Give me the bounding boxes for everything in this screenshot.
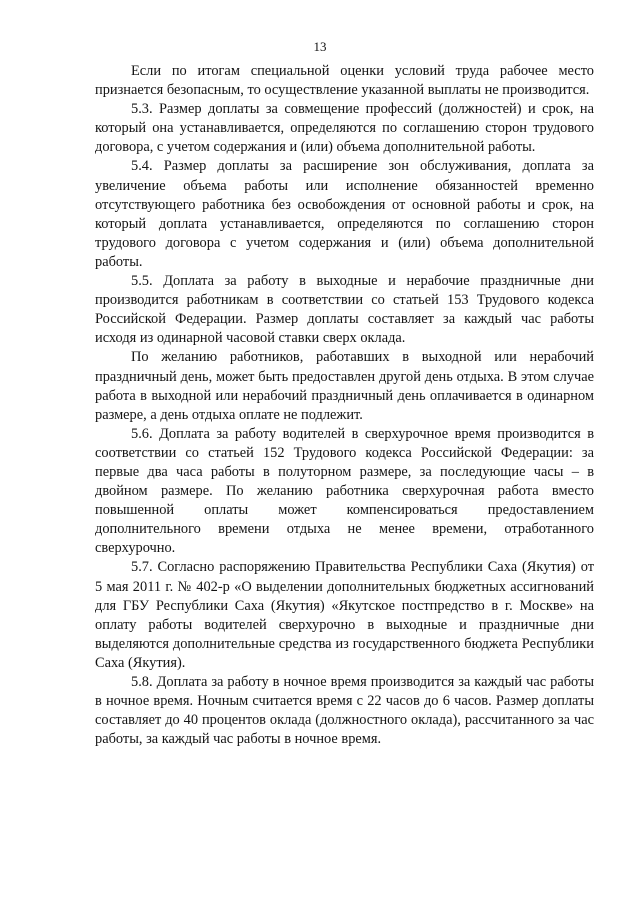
paragraph-day-off: По желанию работников, работавших в выходной или нерабочий праздничный день, может быть предоставлен другой день отдыха. В этом случае работа в выходной или нерабочий праздничный день оплачивается в одинарном размере, а день отдыха оплате не подлежит. — [95, 349, 594, 423]
paragraph-5-8: 5.8. Доплата за работу в ночное время производится за каждый час работы в ночное время. Ночным считается время с 22 часов до 6 часов. Размер доплаты составляет до 40 процентов оклада (должностного оклада), рассчитанного за час работы, за каждый час работы в ночное время. — [95, 674, 594, 748]
paragraph-safe-workplace: Если по итогам специальной оценки условий труда рабочее место признается безопасным, то осуществление указанной выплаты не производится. — [95, 63, 594, 99]
paragraph-5-3: 5.3. Размер доплаты за совмещение профессий (должностей) и срок, на который она устанавливается, определяются по соглашению сторон трудового договора, с учетом содержания и (или) объема дополнительной работы. — [95, 101, 594, 156]
paragraph-5-6: 5.6. Доплата за работу водителей в сверхурочное время производится в соответствии со статьей 152 Трудового кодекса Российской Федерации: за первые два часа работы в полуторном размере, за последующие часы – в двойном размере. По желанию работника сверхурочная работа вместо повышенной оплаты может компенсироваться предоставлением дополнительного времени отдыха не менее времени, отработанного сверхурочно. — [95, 425, 594, 557]
page-number: 13 — [313, 39, 327, 54]
paragraph-5-4: 5.4. Размер доплаты за расширение зон обслуживания, доплата за увеличение объема работы или исполнение обязанностей временно отсутствующего работника без освобождения от основной работы и срок, на который доплата устанавливается, определяются по соглашению сторон трудового договора с учетом содержания и (или) объема дополнительной работы. — [95, 158, 594, 270]
document-body — [95, 62, 594, 749]
paragraph-5-5: 5.5. Доплата за работу в выходные и нерабочие праздничные дни производится работникам в соответствии со статьей 153 Трудового кодекса Российской Федерации. Размер доплаты составляет за каждый час работы исходя из одинарной часовой ставки сверх оклада. — [95, 273, 594, 347]
paragraph-5-7: 5.7. Согласно распоряжению Правительства Республики Саха (Якутия) от 5 мая 2011 г. № 402-р «О выделении дополнительных бюджетных ассигнований для ГБУ Республики Саха (Якутия) «Якутское постпредство в г. Москве» на оплату работы водителей сверхурочно в выходные и праздничные дни выделяются дополнительные средства из государственного бюджета Республики Саха (Якутия). — [95, 559, 594, 671]
